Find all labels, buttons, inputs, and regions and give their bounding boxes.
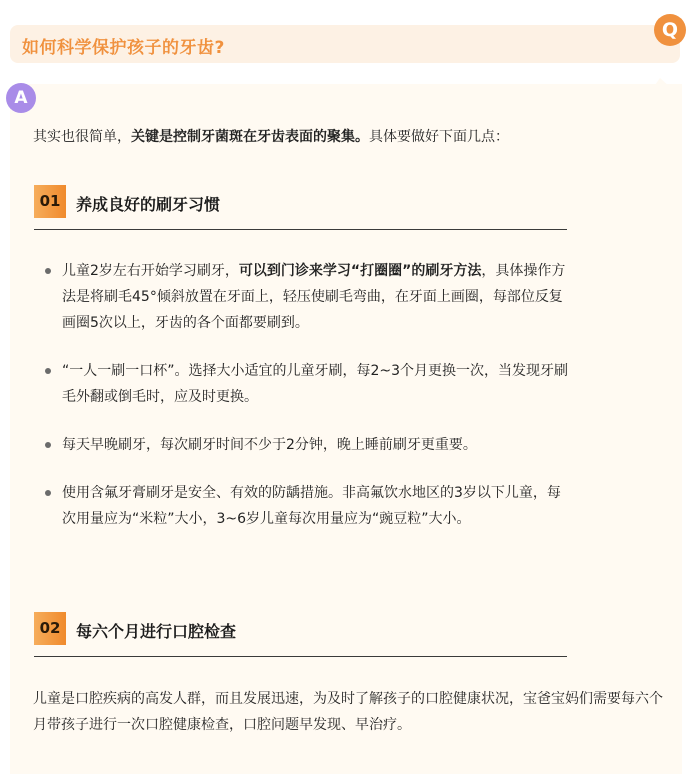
brushing-tips-list [45, 258, 570, 554]
section-number: 01 [34, 185, 66, 218]
section-heading-1 [34, 185, 567, 230]
item-text-bold: 可以到门诊来学习“打圈圈”的刷牙方法 [238, 263, 482, 279]
q-badge-icon: Q [654, 14, 686, 46]
intro-prefix: 其实也很简单， [33, 129, 131, 145]
item-text: 每天早晚刷牙，每次刷牙时间不少于2分钟，晚上睡前刷牙更重要。 [62, 437, 477, 453]
intro-bold: 关键是控制牙菌斑在牙齿表面的聚集。 [131, 129, 369, 145]
checkup-paragraph: 儿童是口腔疾病的高发人群，而且发展迅速，为及时了解孩子的口腔健康状况，宝爸宝妈们需要每六个月带孩子进行一次口腔健康检查，口腔问题早发现、早治疗。 [33, 691, 663, 733]
item-text: “一人一刷一口杯”。选择大小适宜的儿童牙刷，每2~3个月更换一次，当发现牙刷毛外翻或倒毛时，应及时更换。 [62, 363, 569, 405]
answer-intro [33, 127, 509, 147]
intro-suffix: 具体要做好下面几点： [369, 129, 509, 145]
section-title: 养成良好的刷牙习惯 [76, 195, 221, 214]
item-text-pre: 儿童2岁左右开始学习刷牙， [62, 263, 239, 279]
answer-panel-fold [646, 78, 682, 98]
section-title: 每六个月进行口腔检查 [76, 622, 237, 641]
list-item [45, 432, 570, 458]
list-item [45, 358, 570, 410]
list-item [45, 258, 570, 336]
list-item [45, 480, 570, 532]
item-text: 使用含氟牙膏刷牙是安全、有效的防龋措施。非高氟饮水地区的3岁以下儿童，每次用量应为“米粒”大小，3~6岁儿童每次用量应为“豌豆粒”大小。 [62, 485, 561, 527]
question-banner [10, 25, 680, 63]
section-heading-2 [34, 612, 567, 657]
item-text-post: ，具体操作方法是将刷毛45°倾斜放置在牙面上，轻压使刷毛弯曲，在牙面上画圈，每部位反复画圈5次以上，牙齿的各个面都要刷到。 [62, 263, 566, 331]
a-badge-icon: A [6, 83, 36, 113]
question-title: 如何科学保护孩子的牙齿? [22, 38, 225, 58]
section-number: 02 [34, 612, 66, 645]
